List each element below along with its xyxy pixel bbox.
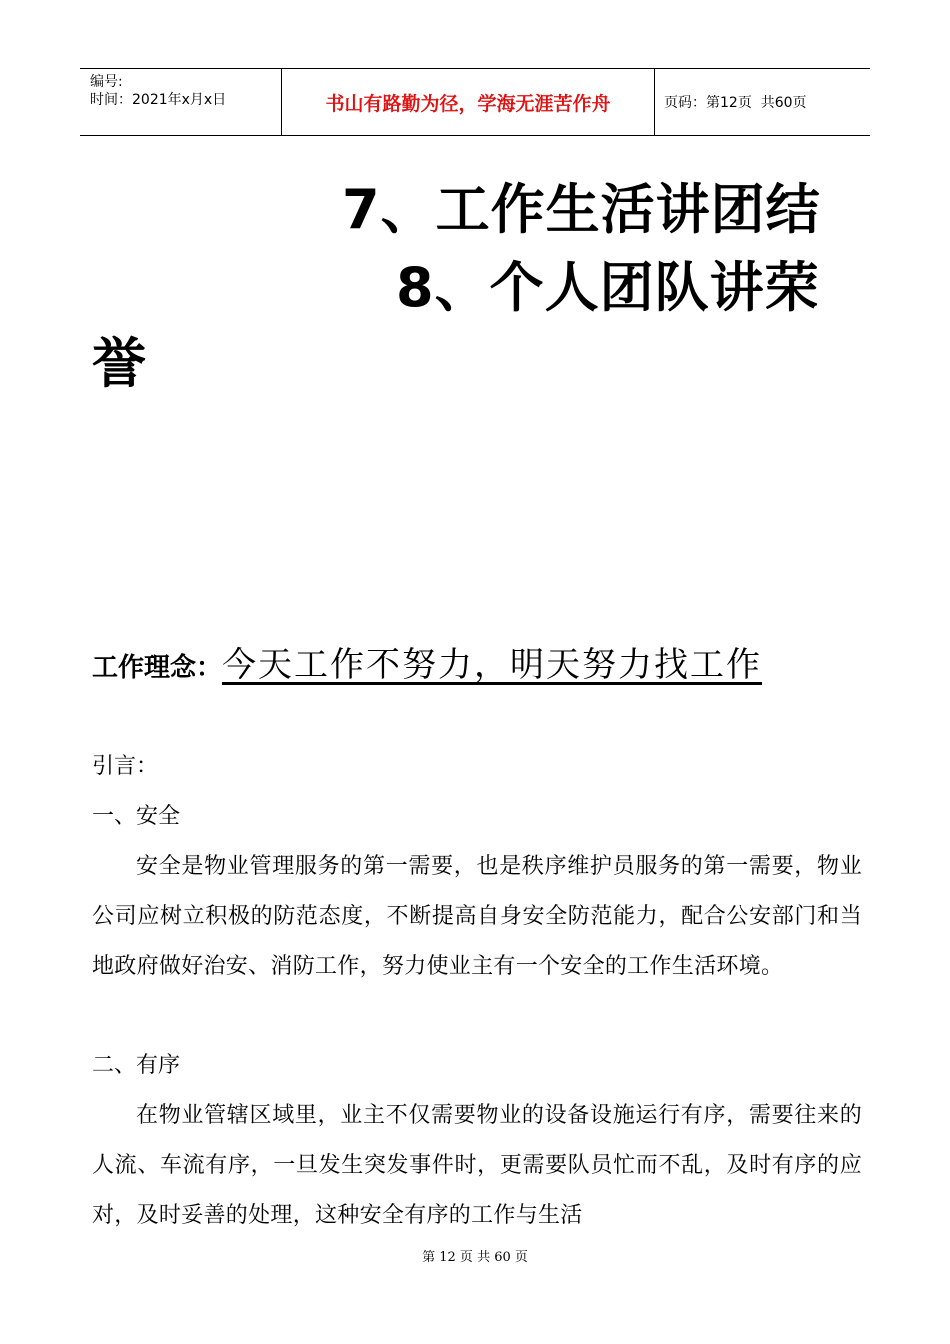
- title-line-1: 7、工作生活讲团结: [342, 178, 821, 241]
- title-line-3: 誉: [92, 332, 147, 395]
- page-footer: 第 12 页 共 60 页: [422, 1250, 528, 1265]
- header-meta: [90, 73, 226, 109]
- document-date: 时间：2021年x月x日: [90, 92, 227, 108]
- section-1-heading: 一、安全: [92, 804, 181, 829]
- philosophy-label: 工作理念：: [92, 653, 223, 683]
- header-divider-right: [654, 69, 655, 135]
- intro-label: 引言：: [92, 754, 159, 779]
- page-header: [80, 68, 870, 136]
- title-line-2: 8、个人团队讲荣: [396, 256, 820, 319]
- section-2-paragraph: 在物业管辖区域里，业主不仅需要物业的设备设施运行有序，需要往来的人流、车流有序，一旦发生突发事件时，更需要队员忙而不乱，及时有序的应对，及时妥善的处理，这种安全有序的工作与生活: [92, 1103, 862, 1228]
- section-1-paragraph: 安全是物业管理服务的第一需要，也是秩序维护员服务的第一需要，物业公司应树立积极的防范态度，不断提高自身安全防范能力，配合公安部门和当地政府做好治安、消防工作，努力使业主有一个安全的工作生活环境。: [92, 854, 862, 979]
- header-page-info: 页码：第12页 共60页: [664, 95, 807, 111]
- work-philosophy: [92, 640, 872, 693]
- document-number-label: 编号:: [90, 74, 123, 90]
- philosophy-text: 今天工作不努力，明天努力找工作: [222, 645, 763, 685]
- section-2-heading: 二、有序: [92, 1053, 181, 1078]
- header-motto: 书山有路勤为径，学海无涯苦作舟: [325, 92, 611, 115]
